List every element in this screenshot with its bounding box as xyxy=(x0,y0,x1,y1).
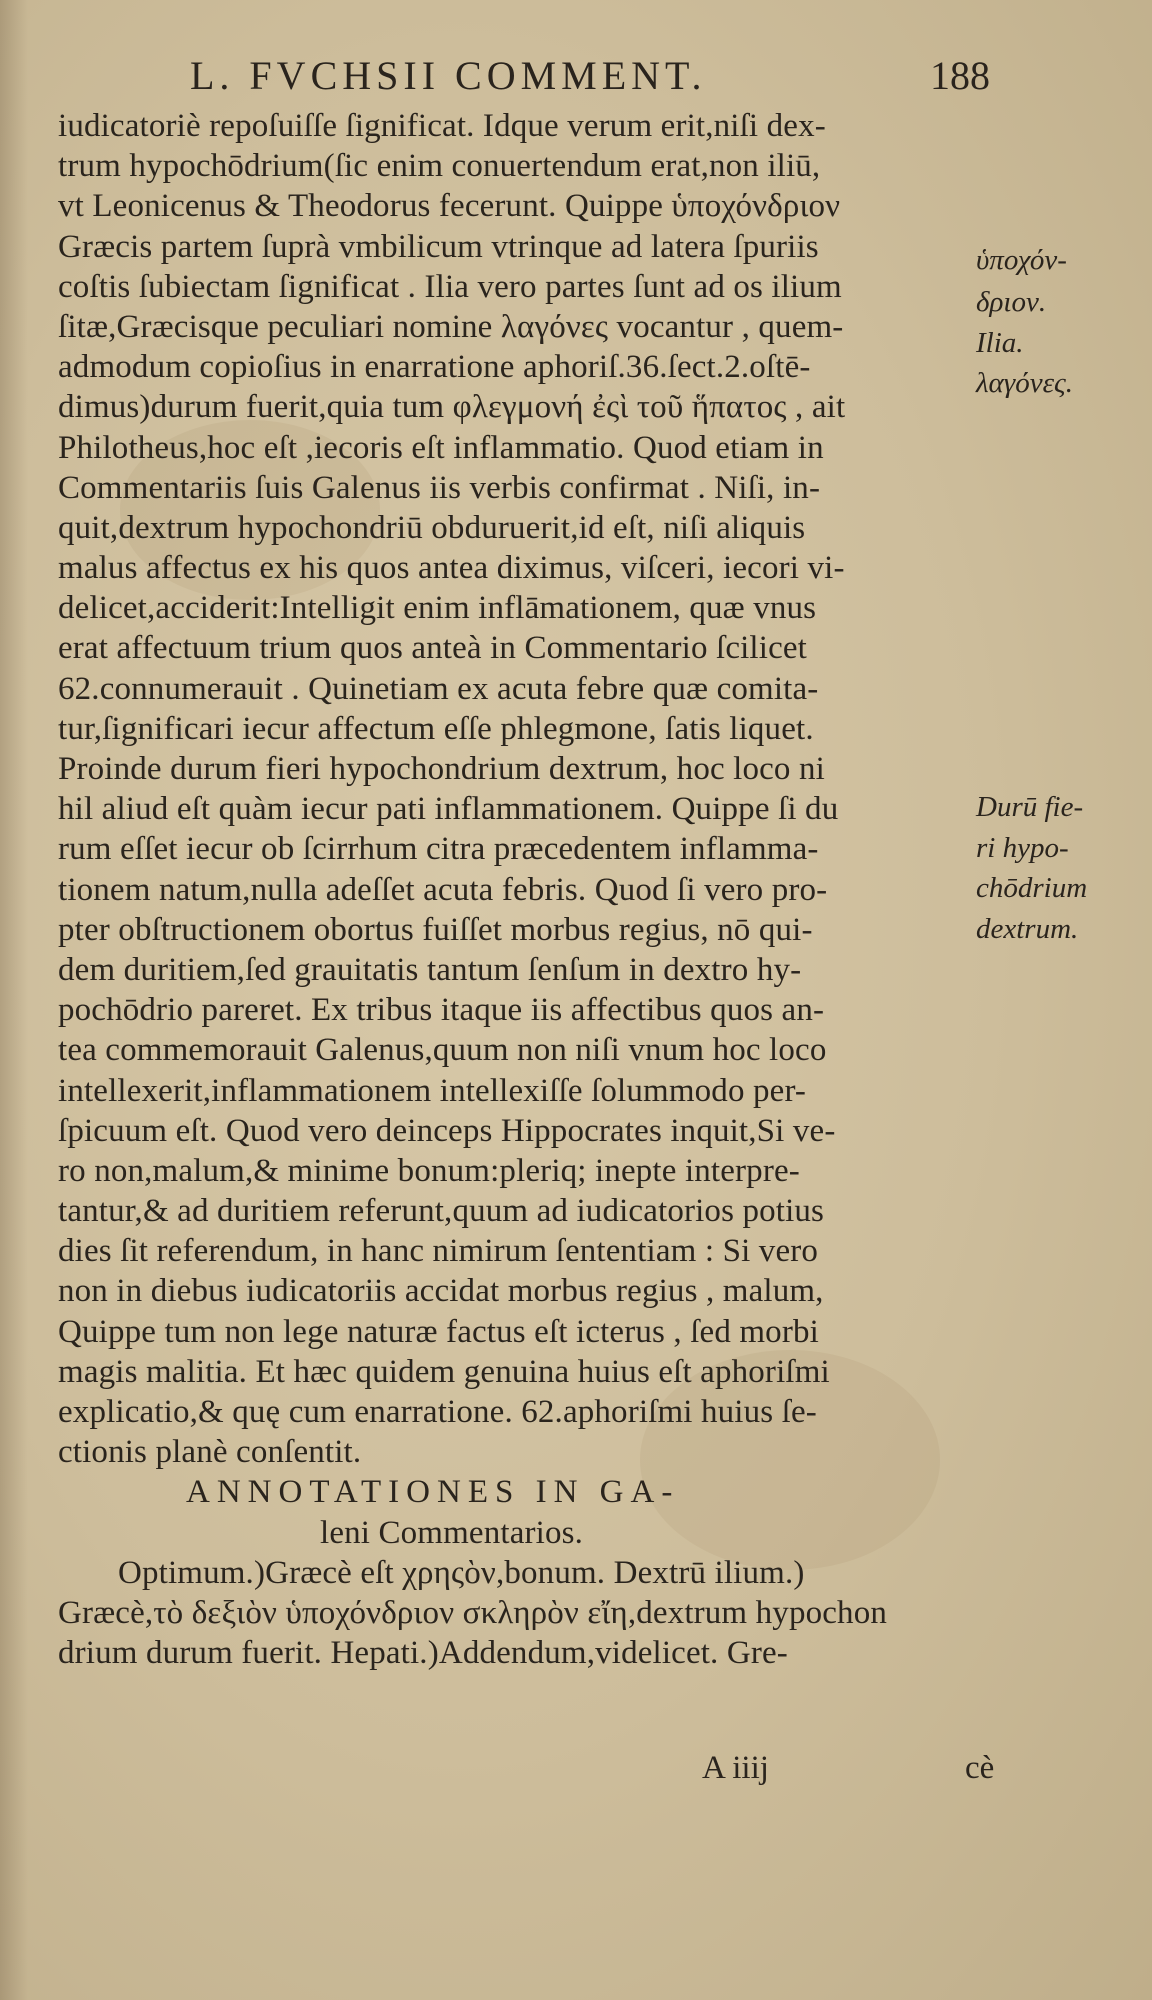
text-line: malus affectus ex his quos antea diximus, viſceri, iecori vi- xyxy=(58,550,845,587)
text-line: 62.connumerauit . Quinetiam ex acuta febre quæ comita- xyxy=(58,670,819,707)
text-line: ro non,malum,& minime bonum:pleriq; inepte interpre- xyxy=(58,1152,800,1189)
annotation-line: Græcè,τὸ δεξιὸν ὑποχόνδριον σκληρὸν εἴη,dextrum hypochon xyxy=(58,1594,888,1631)
text-line: vt Leonicenus & Theodorus fecerunt. Quippe ὑποχόνδριον xyxy=(58,188,841,225)
text-line: magis malitia. Et hæc quidem genuina huius eſt aphoriſmi xyxy=(58,1353,830,1390)
annotations-heading: ANNOTATIONES IN GA- xyxy=(186,1474,680,1511)
margin-note: λαγόνες. xyxy=(976,367,1074,399)
text-line: non in diebus iudicatoriis accidat morbus regius , malum, xyxy=(58,1273,824,1310)
annotation-line: drium durum fuerit. Hepati.)Addendum,videlicet. Gre- xyxy=(58,1635,788,1672)
text-line: tur,ſignificari iecur affectum eſſe phlegmone, ſatis liquet. xyxy=(58,710,814,747)
text-line: dimus)durum fuerit,quia tum φλεγμονή ἐςὶ τοῦ ἥπατος , ait xyxy=(58,389,846,426)
page-number: 188 xyxy=(930,53,990,98)
text-line: tantur,& ad duritiem referunt,quum ad iudicatorios potius xyxy=(58,1193,825,1230)
text-line: Quippe tum non lege naturæ factus eſt icterus , ſed morbi xyxy=(58,1313,819,1350)
catchword: cè xyxy=(965,1750,995,1786)
signature-mark: A iiij xyxy=(702,1750,769,1786)
text-line: erat affectuum trium quos anteà in Commentario ſcilicet xyxy=(58,630,807,667)
running-head: L. FVCHSII COMMENT. xyxy=(190,53,707,98)
text-line: tionem natum,nulla adeſſet acuta febris. Quod ſi vero pro- xyxy=(58,871,828,908)
text-line: dem duritiem,ſed grauitatis tantum ſenſum in dextro hy- xyxy=(58,951,802,988)
margin-note: Durū fie- xyxy=(976,791,1084,823)
text-line: Græcis partem ſuprà vmbilicum vtrinque ad latera ſpuriis xyxy=(58,228,819,265)
margin-note: ὑποχόν- xyxy=(976,244,1067,276)
text-line: trum hypochōdrium(ſic enim conuertendum erat,non iliū, xyxy=(58,148,821,185)
margin-note: δριον. xyxy=(976,286,1047,318)
annotations-subheading: leni Commentarios. xyxy=(320,1514,583,1551)
margin-note: Ilia. xyxy=(976,327,1024,359)
margin-note: ri hypo- xyxy=(976,832,1069,864)
text-line: ctionis planè conſentit. xyxy=(58,1434,362,1471)
text-line: rum eſſet iecur ob ſcirrhum citra præcedentem inflamma- xyxy=(58,831,819,868)
text-line: Commentariis ſuis Galenus iis verbis confirmat . Niſi, in- xyxy=(58,469,821,506)
text-line: tea commemorauit Galenus,quum non niſi vnum hoc loco xyxy=(58,1032,827,1069)
text-line: pochōdrio pareret. Ex tribus itaque iis affectibus quos an- xyxy=(58,992,825,1029)
annotation-line: Optimum.)Græcè eſt χρηςὸν,bonum. Dextrū ilium.) xyxy=(118,1554,805,1591)
margin-note: chōdrium xyxy=(976,872,1088,904)
text-line: explicatio,& quę cum enarratione. 62.aphoriſmi huius ſe- xyxy=(58,1394,817,1430)
text-line: ſitæ,Græcisque peculiari nomine λαγόνες vocantur , quem- xyxy=(58,308,844,345)
text-line: ſpicuum eſt. Quod vero deinceps Hippocrates inquit,Si ve- xyxy=(58,1112,836,1149)
text-line: delicet,acciderit:Intelligit enim inflāmationem, quæ vnus xyxy=(58,590,817,627)
text-line: iudicatoriè repoſuiſſe ſignificat. Idque verum erit,niſi dex- xyxy=(58,108,826,144)
page-header xyxy=(190,52,1020,102)
text-line: dies ſit referendum, in hanc nimirum ſententiam : Si vero xyxy=(58,1233,819,1270)
page-gutter-shadow xyxy=(0,0,28,2000)
text-line: hil aliud eſt quàm iecur pati inflammationem. Quippe ſi du xyxy=(58,791,839,828)
text-line: Proinde durum fieri hypochondrium dextrum, hoc loco ni xyxy=(58,751,825,787)
margin-note: dextrum. xyxy=(976,913,1079,945)
text-line: admodum copioſius in enarratione aphoriſ.36.ſect.2.oſtē- xyxy=(58,349,811,386)
text-line: Philotheus,hoc eſt ,iecoris eſt inflammatio. Quod etiam in xyxy=(58,429,824,466)
text-line: intellexerit,inflammationem intellexiſſe ſolummodo per- xyxy=(58,1072,807,1109)
text-line: pter obſtructionem obortus fuiſſet morbus regius, nō qui- xyxy=(58,911,813,948)
text-line: coſtis ſubiectam ſignificat . Ilia vero partes ſunt ad os ilium xyxy=(58,268,842,305)
text-line: quit,dextrum hypochondriū obduruerit,id eſt, niſi aliquis xyxy=(58,509,806,546)
main-text xyxy=(58,106,998,1673)
